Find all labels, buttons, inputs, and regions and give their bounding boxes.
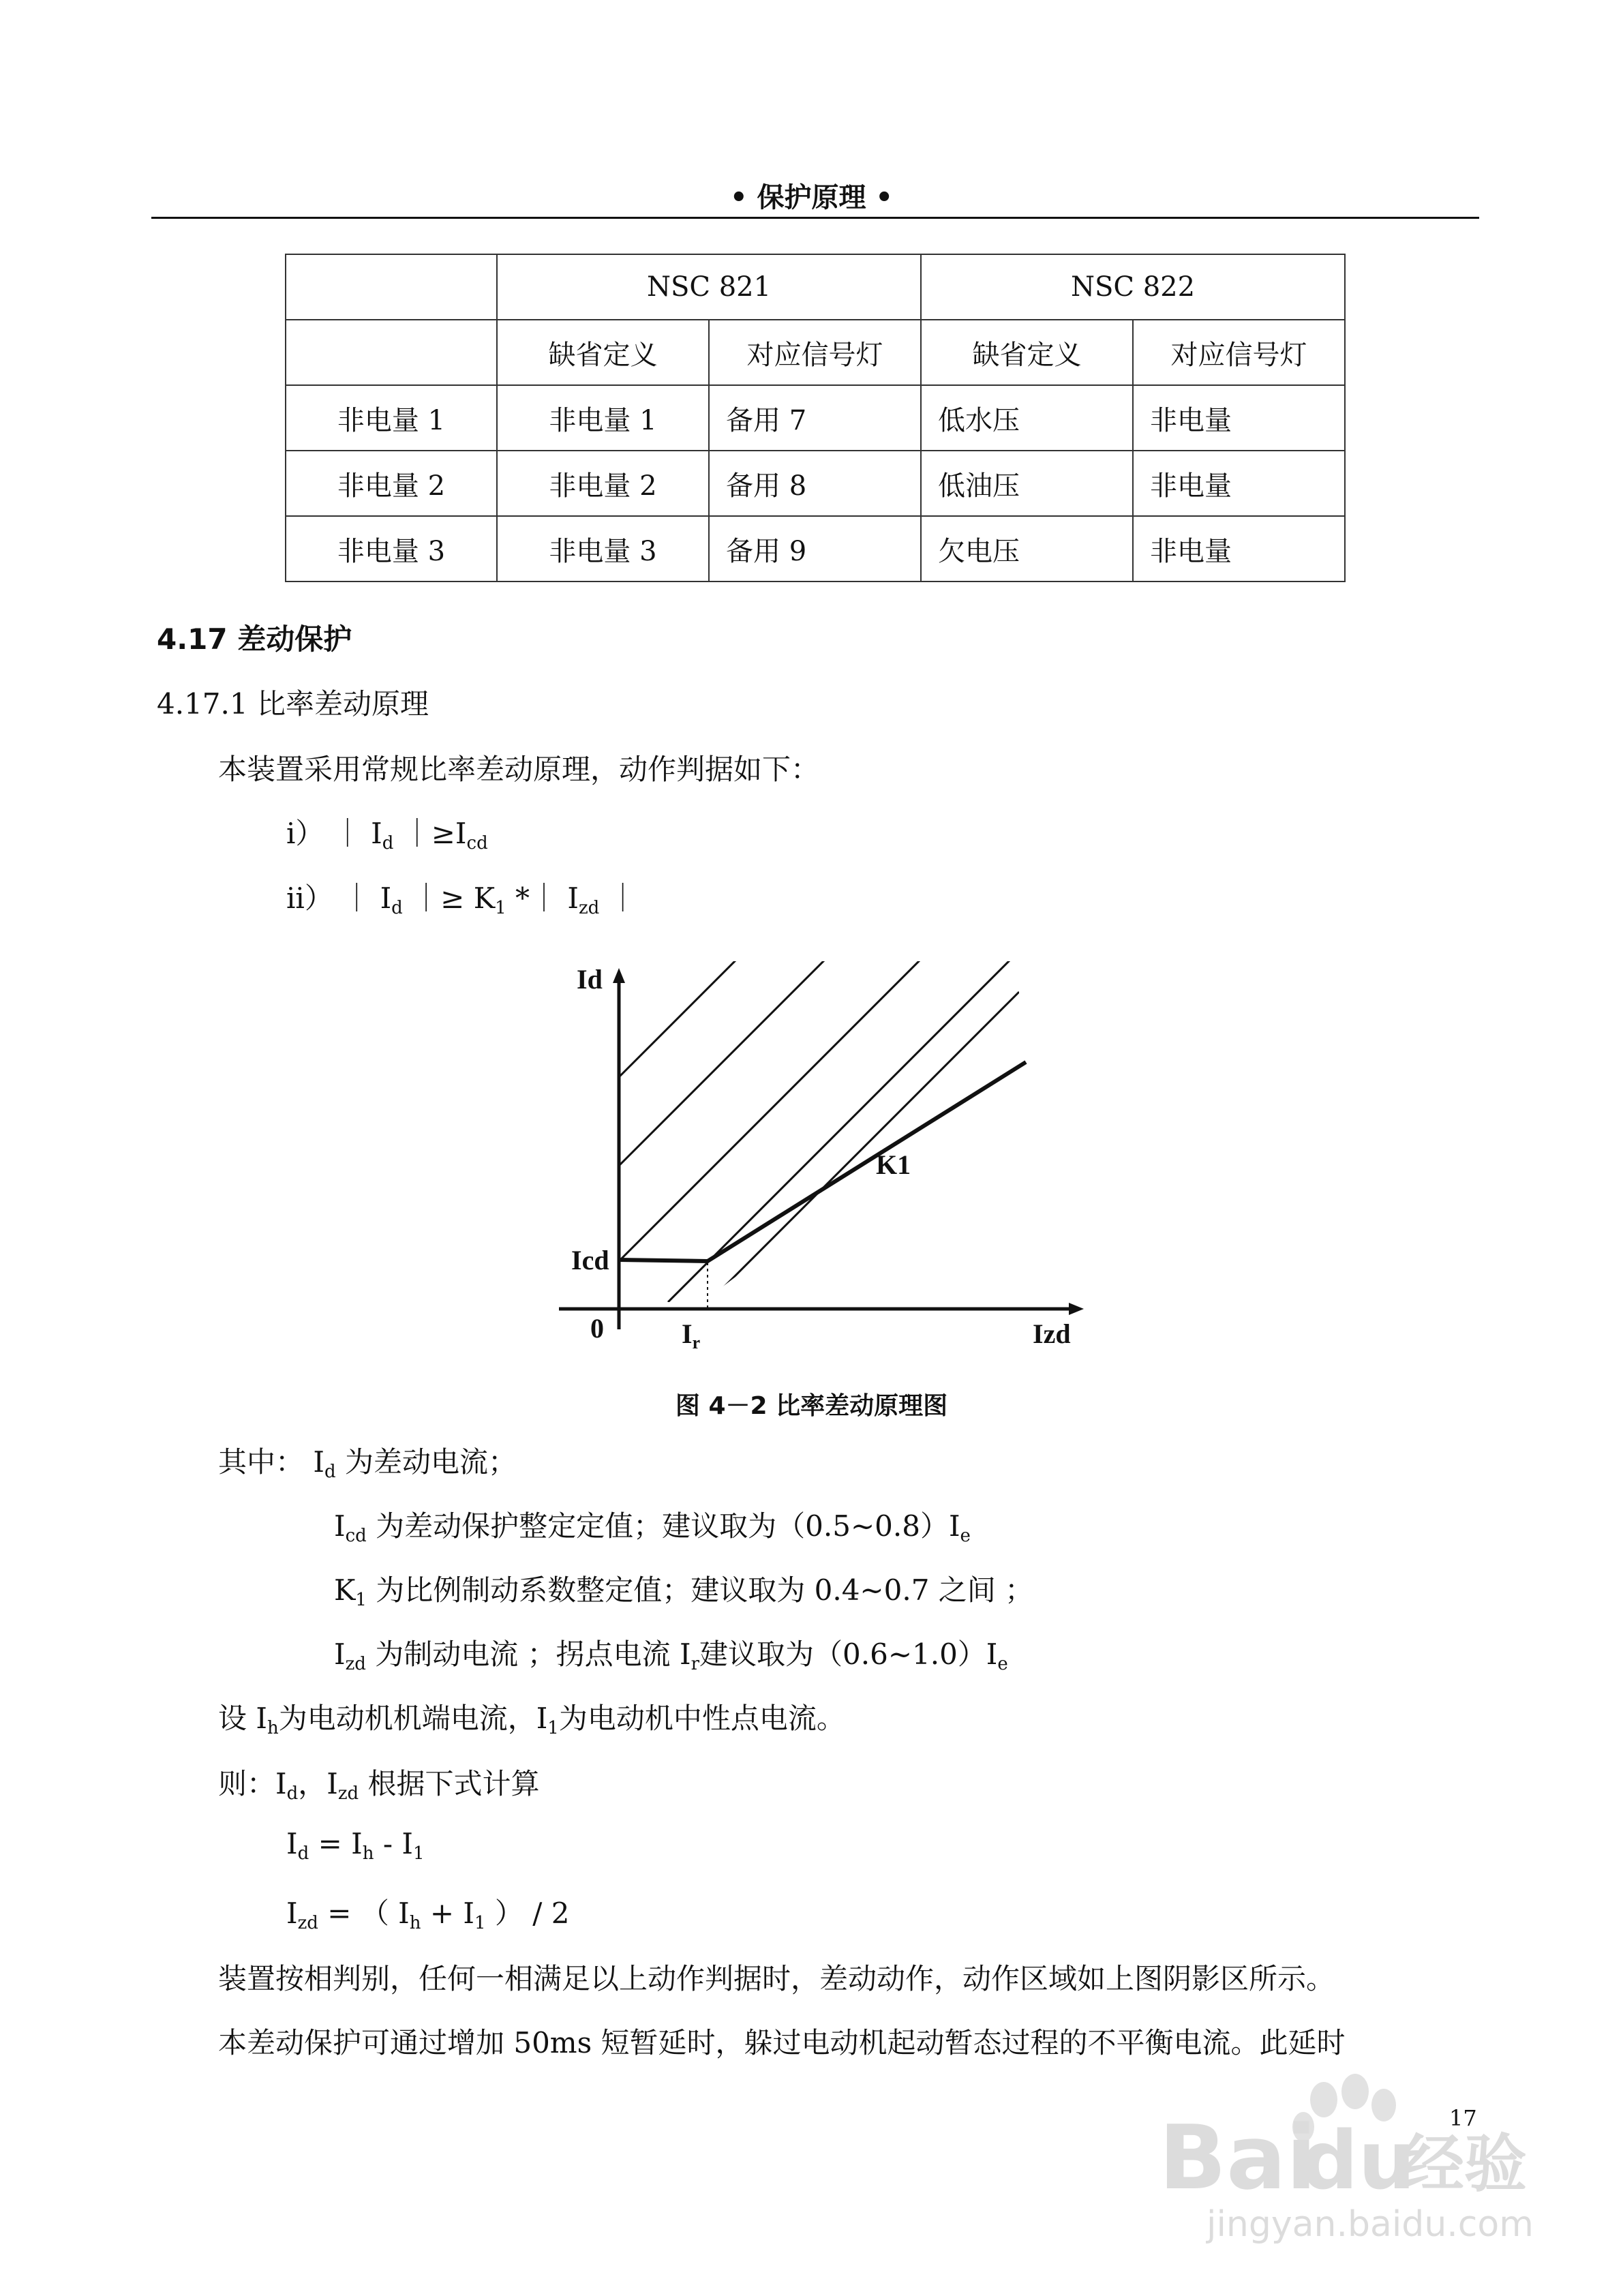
table-row [286,516,1345,581]
criterion-2: ii） ｜ $I_d$ ｜≥ $K_1$ *｜ $I_{zd}$ ｜ [286,881,637,918]
intro-paragraph: 本装置采用常规比率差动原理，动作判据如下： [218,753,820,786]
icd-label: Icd [571,1245,609,1275]
ir-label: $I_r$ [682,1318,701,1353]
watermark-brand-du: du [1301,2113,1416,2207]
hatch-line [619,954,742,1077]
watermark-product: 经验 [1401,2128,1528,2201]
table-cell [286,320,497,385]
criterion-1: i） ｜ $I_d$ $|\ge I_{cd}$ [286,817,488,854]
definition-line-3: $K_1$ 为比例制动系数整定值；建议取为 0.4~0.7 之间 ； [334,1573,1034,1610]
hatch-line [709,992,1019,1302]
table-group-header: NSC 822 [921,254,1345,320]
table-subheader: 对应信号灯 [1133,320,1345,385]
table-cell: 非电量 3 [497,516,709,581]
table-subheader: 缺省定义 [497,320,709,385]
baidu-jingyan-watermark [1145,2052,1547,2256]
x-axis-label: Izd [1033,1318,1071,1349]
signal-table [285,254,1346,582]
table-cell: 非电量 3 [286,516,497,581]
subsection-heading: 4.17.1 比率差动原理 [157,687,429,721]
watermark-brand: Bai [1159,2106,1317,2209]
table-cell: 备用 8 [709,451,921,516]
operating-characteristic-line [619,1062,1026,1261]
table-cell: 备用 9 [709,516,921,581]
table-cell: 非电量 1 [497,385,709,451]
page-header-title: • 保护原理 • [730,182,893,213]
table-cell: 低油压 [921,451,1133,516]
hatch-line [619,954,926,1261]
definition-line-2: $I_{cd}$ 为差动保护整定定值；建议取为$(0.5\sim 0.8)I_e$ [334,1509,971,1546]
table-row [286,385,1345,451]
table-subheader: 对应信号灯 [709,320,921,385]
table-cell: 非电量 2 [497,451,709,516]
y-axis-label: Id [577,964,603,995]
definition-line-4: $I_{zd}$ 为制动电流 ；拐点电流 $I_r$建议取为$(0.6\sim 1.0)I_e$ [334,1637,1008,1674]
body-paragraph-2: 本差动保护可通过增加 50ms 短暂延时，躲过电动机起动暂态过程的不平衡电流。此延时 [218,2026,1346,2059]
table-cell: 欠电压 [921,516,1133,581]
table-cell: 低水压 [921,385,1133,451]
table-header-row [286,254,1345,320]
header-rule [151,217,1479,219]
table-cell: 非电量 2 [286,451,497,516]
current-definition-line: 设 $I_h$为电动机机端电流，$I_1$为电动机中性点电流。 [218,1702,845,1738]
operating-zone-hatch [619,954,1019,1302]
figure-caption: 图 4－2 比率差动原理图 [675,1392,948,1420]
table-cell: 备用 7 [709,385,921,451]
table-group-header: NSC 821 [497,254,921,320]
equation-id: $I_d = I_h - I_1$ [286,1827,425,1864]
table-subheader-row [286,320,1345,385]
watermark-url: jingyan.baidu.com [1207,2204,1534,2245]
equation-izd: $I_{zd}$ = （ $I_h + I_1$ ） / 2 [286,1897,570,1933]
calculation-intro-line: 则：$I_d$，$I_{zd}$ 根据下式计算 [218,1767,540,1804]
table-row [286,451,1345,516]
hatch-line [619,954,830,1166]
ratio-differential-diagram [532,948,1118,1357]
table-cell: 非电量 [1133,451,1345,516]
y-axis-arrow [613,968,625,983]
definition-line-1: 其中： $I_d$ 为差动电流； [218,1445,517,1482]
table-cell: 非电量 [1133,385,1345,451]
k1-label: K1 [876,1149,911,1180]
table-cell: 非电量 [1133,516,1345,581]
table-subheader: 缺省定义 [921,320,1133,385]
hatch-line [668,954,1016,1302]
x-axis-arrow [1069,1303,1084,1315]
body-paragraph-1: 装置按相判别，任何一相满足以上动作判据时，差动动作，动作区域如上图阴影区所示。 [218,1962,1335,1995]
table-corner-cell [286,254,497,320]
page-number: 17 [1449,2105,1477,2131]
table-cell: 非电量 1 [286,385,497,451]
section-heading: 4.17 差动保护 [157,622,352,656]
origin-label: 0 [590,1313,604,1344]
